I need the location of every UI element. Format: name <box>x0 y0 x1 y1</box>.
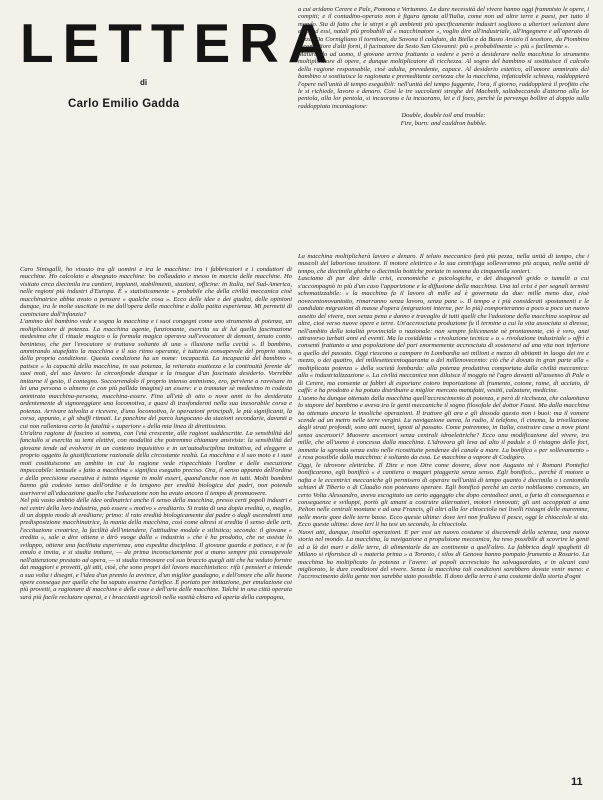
paragraph: Nuovi atti, dunque, insoliti operazioni. E per essi un nuovo costume si discovendi della scienza, una nuova storia nel mondo. La macchina, la navigazione a propulsione meccanica, ha reso possibile di scovrire le genti ed a là dei mari e delle terre, di alimentarle da un continente a quell'altro. La fabbrica degli spaghetti di Milano si rifornisce di « materia prima » a Toronto, i silos di Genova hanno pompato frumento a Rosario. La macchina ha moltiplicato la potenza e l'avere: ai popoli accresciuto ha salvaguardato, e in alcuni casi migliorato, le dure condizioni del vivere. Senza la macchina tali condizioni sarebbero dovute venir meno: e l'accrescimento della gente non sarebbe stato possibile. Il dono della terra è una costante della storia d'ogni <box>298 528 589 581</box>
top-right-column <box>298 6 589 238</box>
article-title: LETTERA <box>20 12 337 74</box>
paragraph: Un'altra ragione di fascino si somma, con l'età crescente, alle ragioni suddescritte. La sensibilità del fanciullo si esercita su temi elettivi, con modalità che potremmo chiamare ansiviste: la sensibilità del giovane tende ad evolversi in un contesto inquisitivo e in un'autodisciplina imitativa, ed eleggere a proprio oggetto la giustificazione razionale della circostante realtà. La macchina e il suo moto e i suoi moti costituiscono un ambito in cui la ragione vede rispecchiato l'ordine e delle esecuzione impeccabile: tentuale « fatto a macchina » significa eseguito preciso. Ora, il senso appunto dell'ordine e della precisione esecutiva è istinto vigente in molti esseri, quand'anche non in tutti. Molti bambini hanno già codesto senso dell'ordine e lo tengono per eredità biologica dai padri, non potendo aserivervi all'educazione quello che l'educazione non ha avuto ancora il tempo di promuovere. <box>20 429 292 497</box>
paragraph: La macchina moltiplicherà lavoro e denaro. Il telaio meccanico farà più pezza, nella unità di tempo, che i muscoli del laborioso tessitore. Il motore elettrico e la sua centrifuga solleveranno più acqua, nella unità di tempo, che diecimila ghirbe o diecimila bottiche portate in somma da cinquemila sonieri. <box>298 253 589 275</box>
paragraph: Maturando ad uomo, il giovane arriva frattanto a vedere e però a desiderare nella macchina lo strumento moltiplicatore di opere, e dunque moltiplicatore di ricchezza. Al sogno del bambino si sostituisce il calcolo della ragione responsabile, cioè adulta, prevedente, capace. Al desiderio estetico, all'amore ammirato del bambino si sostituisce la ragionata e premeditante certezza che la macchina, infaticabile schiava, raddoppierà l'opere nell'unità di tempo eseguibili: nell'unità del tempo fuggente, l'ora, il giorno, raddoppierà il profitto che le si richiede, lavoro e denaro. Così le tre succolanti streghe del Macbeth, saltabeccando d'attorno alla lor pentola, alla lor pentola, si incuorano e la incuorano, lei e il foco, perchè la pervenga bollire al doppio sulla raddoppiata incantagione: <box>298 50 589 110</box>
paragraph: Caro Sinisgalli, ho vissuto tra gli uomini e tra le macchine: tra i fabbricatori e i conduttori di macchine. Ho calcolato e disegnato macchine: ho collaudato e messo in marcia delle macchine. Ho visitato circa diecimila tra cantieri, impianti, stabilimenti, stazioni, officine: in Italia, nel Sud-America, nelle regioni più industri d'Europa. È « statisticamente » probabile che della civiltà meccanica cioè macchinatrice abbia avuto a pensare « qualche cosa ». Ecco delle idee e dei giudizi, delle opinioni dunque, tra le molte suscitate in me dall'opera delle macchine e dalla patita esperienza. Mi permetti di cominciare dall'infanzia? <box>20 266 292 318</box>
right-column <box>298 253 589 784</box>
paragraph: L'amimo del bambino vede e sogna la macchina e i suoi congegni come uno strumento di potenza, un moltiplicatore di potenza. La macchina agente, funzionante, esercita su di lui quella fascinazione medesima che il rituale magico o la formula magica operava sull'evocatore di demoni, tenuto conto, beninteso, che per l'evocatore si trattava soltanto di una « illusione nella cecità ». Il bambino, ammirando stupefatto la macchina e il suo ritmo operante, è tuttavia consapevole del proprio stato, della propria condizione. Questa condizione ha un nome: incapacità. La incapacità del bambino « patisce » la capacità della macchina, in sua potenza, la reiterata esattezza e la continuità ferente de' suoi moti, del suo lavoro: la circonfonde dunque e la insegue d'un fascinato desiderio. Vorrebbe imitarne il gesto, il contegno. Soccorrendolo il proprio intenso animismo, ero, perviene a ravvisare in lei una persona o almeno (e con più pallida imagine) un essere: e a tramutar sè medesimo in codesta ammirata macchina-persona, macchina-essere. Fino all'età di otto o nove anni io ho desiderato ardentemente di signoreggiare una locomotiva, e quasi di trasfondermi nella sua inesorabile corsa e potenza. Arrivare talvolta a ricevere, d'una locomotiva, le operazioni principali, le più significanti, la corsa, appunto, e gli sbuffi ritmati. Le panchine del parco lungocano da stazioni secondarie, davanti a cui non rallentava certo la fatalità « superiore » della mia linea di direttissimo. <box>20 318 292 430</box>
verse-quote <box>298 112 589 127</box>
paragraph: Lasciamo di pur dire delle crisi, economiche e psicologiche, e dei disagevoli grido o tumulti a cui s'accompagnò in più d'un caso l'apparizione e la diffusione della macchina. Una tal crisi è per segnali termini schematizzabile: « la macchina fa il lavoro di mille ed è governata da due: mille meno due, cioè novecentonovantotto, rimarranno senza lavoro, senza pane ». Il tempo e i più considerati spostamenti e le candidate migrazioni di masse d'opera (migrazioni interne, per lo più) comporteranno a poco a poco un nuovo assetto del vivere, non senza pena e danno e travaglio di tutti quelli che l'adozione della macchina sospinse ad altre, cioè verso nuove opere e terre. Un'accresciuta produzione fu il termine a cui la vita associata si diresse, nell'ambito della totalità provinciale o nazionale: non sempre felicemente nè prontamente, ciò è vero, anzi attraverso turbati anni ed eventi. Ma la cosiddetta « rivoluzione tecnica » o « rivoluzione industriale » offrì e consentì frattanto a una popolazione del pari enormemente accresciuta di sostenersi ad una vita non inferiore a quello del passato. Oggi riescono a campare in Lombardia sei milioni e mezzo di abitanti in luogo dei tre e mezzo, o dei quattro, del millesettecentoquaranta o del millenovecento: ciò che è dovuto in gran parte alla « moltiplicata potenza » della società lombarda: alla potenza produttiva comportata dalla civiltà meccanica: alla « industrializzazione ». La civiltà meccanica non diluisce il moggio nè l'agro davanti all'assenso di Pale o di Cerere, ma consente ai fabbri di esportare cotoro importazione di frumento, cotone, rame, di acciaio, di caffè: e ha prodotto e ha potuto distribuire a miglior mercato manufatti, vestiti, calzature, medicine. <box>298 275 589 395</box>
article-author: Carlo Emilio Gadda <box>68 98 180 110</box>
paragraph: Nel più vasto ambito delle idee ordinatrici anche il senso della macchina, presso certi popoli industri e nei centri della loro industria, può essere « motivo » ereditario. Si tratta di una dopia eredità, o, meglio, di un doppio modo di ereditare; primo: il rato eredità biologicamente dai padre o dagli ascendenti una predisposizione macchinatrice, la mania della macchina, così come altresì si eredita il senso delle arti, l'eccitazione creatrice, la facilità dell'intendere, l'attitudine modale e stilistica; secondo: il giovane « eredita », sale a dire ottiene e dirò vuoge dalla « industria » che è ha prodotto, che ne assiste lo sviluppo, ottiene una facilitata esperienza, una espedita disciplina. Il giovane guarda e patisce, e si fa emulo e invita, e si studia imitare, — da prima inconsciamente poi a mano sempre più consapevole nell'attenzione prestato ad opera, — si studia rinnovare col suo braccio quegli atti che ha veduto fornire dai maggiori e provetti, gli atti, cioè, che sono propri del lavoro macchinistico: rifà i pensieri e intende a sua volta i disegni, e l'idea d'un premio la avvince, d'un miglior guadagno, e dell'onore che alle buone opere consegue per quelle che ha saputo esserne l'artefice. È portato per imitazione, per emulazione coi più provetti, a ragionare di macchine e delle cose e dell'arte delle macchine. Talchè in una città operaia sarà più facile reclutare operai, e i braccianti agricoli nella vastità chiara ed aperta della campagna, <box>20 497 292 601</box>
byline-di: di <box>140 78 148 87</box>
paragraph: Oggi, le idrovore elettriche. Il Dire e non Dire come dovere, dove non Augusto nè i Romani Pontefici bonificarono, egli bonificò « è cantiera o magari piaggeria senza senso. Egli bonificò... perchè il motore a nafta e le eccentrici meccaniche gli permisero di operare nell'unità di tempo quanto è diecimila o i centomila schiavi di Tiberio o di Claudio non potevano operare. Egli bonificò perchè un certo nobiluomo comasco, un certo Volta Alessandro, aveva escogitato un certo aggeggio che dopo centodieci anni, a furia di conseguenza e conseguenze e sviluppi, portò gli umani a costruire alternatori, motori rinnovati; gli uni accoppiati a una Pelton nelle centrali montane e ad una Francis, gli altri alla lor chiocciola nei livelli ristagni delle maremme, nelle morte gore delle terre basse. Ecco queste ultime: dove ieri non frullava il pesce, oggi le chiocciole si sta. Ecco queste ultime: dove ieri li ha tesi un secondo, la chiocciola. <box>298 461 589 529</box>
paragraph: L'uomo ha dunque ottenuto dalla macchina quell'accrescimento di potenza, e però di ricchezza, che calamitava lo stupore del bambino e aveva tra le genti meccaniche il sogno filosofale del dottor Faust. Ma dalla macchina ha ottenuto ancora le insoliche operazioni. Il trattore gli ara e gli dissoda questo non i buoi: ma il vomere scende ad un metro nelle terre vergini. La navigazione aerea, la radio, il telefono, il cinema, la trivellazione degli strati profondi, sono atti nuovi, ignoti al passato. Come potremmo, in Italia, costruire case a nove piani senza ascensori? Muovere ascensori senza centrali idroelettriche? Ecco una modificazione del vivere, tra mille, che all'uomo è concessa dalla macchina. L'idrovora gli leva ad alto il padule e il ristagno delle foci, immette la sgronda senza esito nelle ricostituite pendenze del canale a mare. La bonifica « per sollevamento » è resa possibile dalla macchina: è soltanto da essa. Le macchine a vapore di Codigòro. <box>298 394 589 462</box>
page-number: 11 <box>571 776 583 788</box>
verse-line-1: Double, double toil and trouble: <box>401 112 486 120</box>
paragraph: a cui aridano Cerere e Pale, Pomona e Vertumno. Le dure necessità del vivere hanno oggi frammisto le opere, i compiti; e il contadino-operaio non è figura ignota all'Italia, come non ad altre terre e paesi, per tutto il mondo. Sta di fatto che le stirpi e gli ambienti più specificamente industri sogliono a ulteriori selezioni dare esse, ed essi, natali più probabili al « macchinatore », voglio dire all'industriale, all'ingegnere e all'operaio di razza. Da Cornigliano il tornitore, da Savona il calafato, da Biella e da Busto Arsizio il tessitore, da Piombino il conduttore d'alti forni, il fucinatore da Sesto San Giovanni: più « probabilmente »: più « facilmente ». <box>298 6 589 51</box>
verse-line-2: Fire, burn: and cauldron bubble. <box>400 119 487 127</box>
left-column <box>20 266 292 786</box>
